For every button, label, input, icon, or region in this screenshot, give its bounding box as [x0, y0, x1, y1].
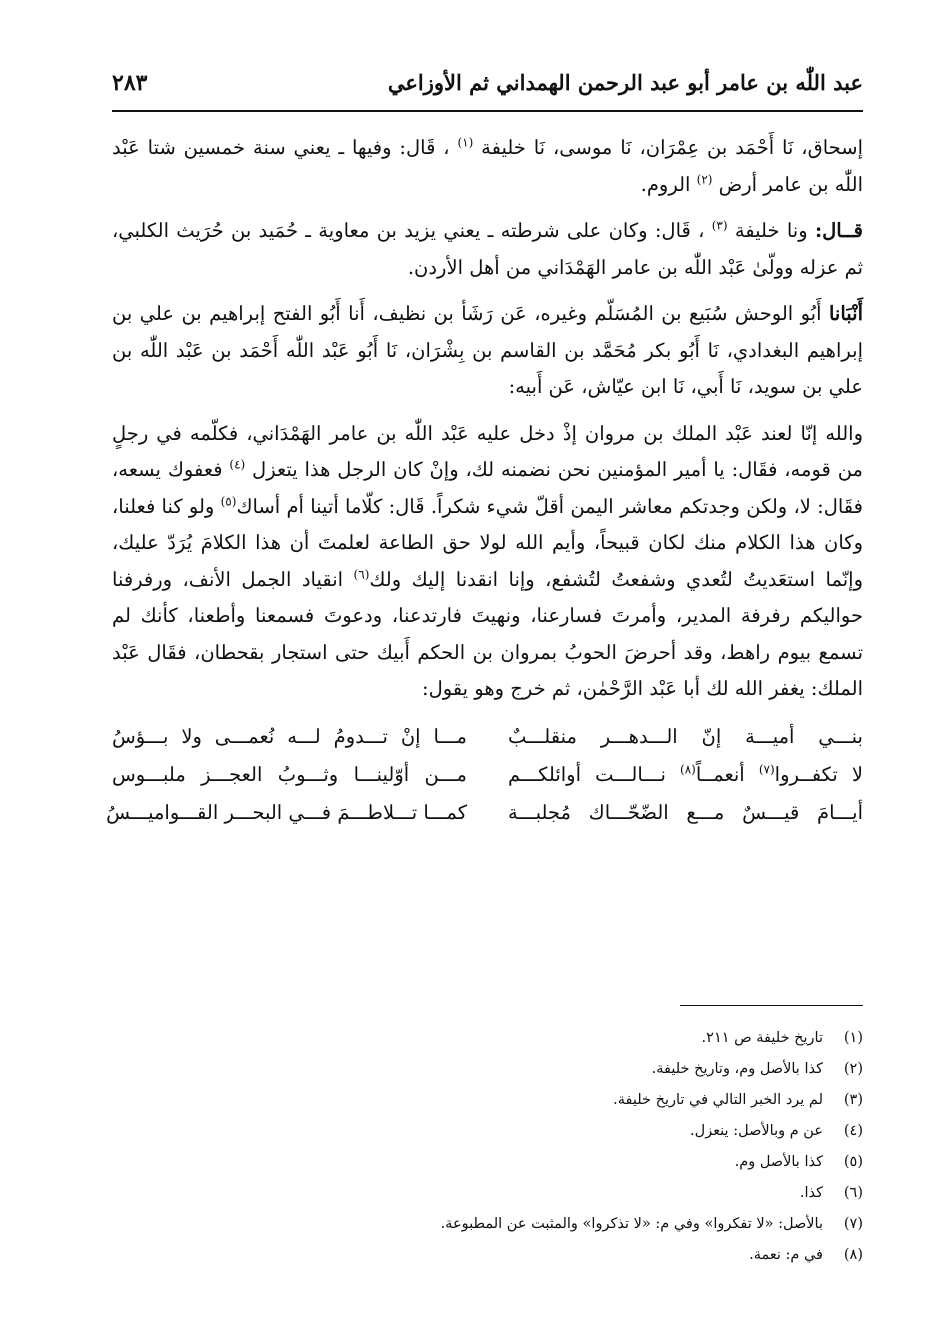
footnote-number: (٧) [843, 1216, 863, 1232]
poem-verse [112, 718, 863, 756]
second-hemistich: كمـــا تـــلاطـــمَ فـــي البحـــر القـــواميـــسُ [106, 800, 467, 824]
paragraph: إسحاق، نَا أَحْمَد بن عِمْرَان، نَا موسى، نَا خليفة $^{(١)}$ ، قَال: وفيها ـ يعني سنة خمسين شتا عَبْد اللّٰه بن عامر أرض $^{(٢)}$ الروم. [112, 135, 863, 196]
footnote [112, 1209, 863, 1240]
paragraph-lead-word: أَنْبَانا [828, 302, 863, 325]
first-hemistich: بنـــي أميـــة إنّ الـــدهـــر منقلـــبٌ [508, 724, 863, 748]
main-text [106, 130, 864, 832]
footnote-number: (٤) [843, 1123, 863, 1139]
footnote-reference: (٥) [220, 494, 237, 508]
footnote-text: لم يرد الخبر التالي في تاريخ خليفة. [613, 1092, 823, 1108]
footnote [112, 1085, 863, 1116]
running-title: عبد اللّٰه بن عامر أبو عبد الرحمن الهمداني ثم الأوزاعي [387, 70, 863, 95]
footnote [112, 1023, 863, 1054]
footnote-reference: (٧) [758, 762, 775, 776]
footnote-number: (٢) [843, 1061, 863, 1077]
poem-verse [106, 794, 863, 832]
running-header [112, 66, 863, 112]
page-number: ٢٨٣ [112, 70, 148, 96]
second-hemistich: مـــن أوّلينـــا وثـــوبُ العجـــز ملبـــوس [112, 762, 467, 786]
footnote-text: كذا. [799, 1185, 823, 1201]
footnote-reference: (٣) [711, 218, 728, 233]
first-hemistich: لا تكفــروا$^{(٧)}$ أنعمــاً$^{(٨)}$ نـــالـــت أوائلكـــم [508, 762, 863, 786]
paragraph: قــال: ونا خليفة $^{(٣)}$ ، قَال: وكان على شرطته ـ يعني يزيد بن معاوية ـ حُمَيد بن حُرَيث الكلبي، ثم عزله وولّىٰ عَبْد اللّٰه بن عامر الهَمْدَاني من أهل الأردن. [112, 218, 863, 279]
footnote-reference: (٤) [229, 457, 246, 472]
footnote-text: عن م وبالأصل: ينعزل. [690, 1123, 823, 1139]
footnote-number: (٣) [843, 1092, 863, 1108]
footnote-text: تاريخ خليفة ص ٢١١. [701, 1030, 823, 1046]
footnote [112, 1147, 863, 1178]
footnote-number: (٦) [843, 1185, 863, 1201]
footnote-separator [680, 1005, 863, 1006]
footnote-number: (١) [843, 1030, 863, 1046]
footnote-reference: (٨) [680, 762, 696, 776]
second-hemistich: مـــا إنْ تـــدومُ لـــه نُعمـــى ولا بـــؤسُ [112, 724, 467, 748]
footnote-reference: (١) [457, 135, 474, 150]
poem-verse [112, 756, 863, 794]
footnote-text: بالأصل: «لا تفكروا» وفي م: «لا تذكروا» والمثبت عن المطبوعة. [440, 1216, 823, 1232]
footnote-text: كذا بالأصل وم، وتاريخ خليفة. [651, 1061, 823, 1077]
paragraph: أَنْبَانا أَبُو الوحش سُبَيع بن المُسَلّم وغيره، عَن رَشَأ بن نظيف، أَنا أَبُو الفتح إبراهيم بن علي بن إبراهيم البغدادي، نَا أَبُو بكر مُحَمَّد بن القاسم بن بِشْرَان، نَا أَبُو عَبْد اللّٰه أَحْمَد بن عَبْد اللّٰه بن علي بن سويد، نَا أَبي، نَا ابن عيّاش، عَن أَبيه: [112, 302, 863, 398]
footnote [112, 1178, 863, 1209]
footnote-reference: (٢) [696, 172, 713, 186]
footnote-reference: (٦) [353, 567, 370, 581]
footnote-number: (٨) [843, 1247, 863, 1263]
footnote [112, 1240, 863, 1271]
poem [106, 718, 863, 832]
paragraph-lead-word: قــال: [814, 219, 863, 242]
first-hemistich: أيـــامَ قيـــسٌ مـــع الضّحّـــاك مُجلبـــة [508, 800, 863, 824]
footnote [112, 1054, 863, 1085]
footnotes [112, 1023, 863, 1271]
footnote-text: كذا بالأصل وم. [734, 1154, 823, 1170]
paragraph: والله إنّا لعند عَبْد الملك بن مروان إذْ دخل عليه عَبْد اللّٰه بن عامر الهَمْدَاني، فكلّمه في رجلٍ من قومه، فقَال: يا أمير المؤمنين نحن نضمنه لك، وإنْ كان الرجل هذا يتعزل $^{(٤)}$ فعفوك يسعه، فقَال: لا، ولكن وجدتكم معاشر اليمن أقلّ شيء شكراً. قَال: كلّاما أتينا أم أساك$^{(٥)}$ ولو كنا فعلنا، وكان هذا الكلام منك لكان قبيحاً، وأيم الله لولا حق الطاعة لعلمتَ أن هذا الكلامَ يُرَدّ عليك، وإنّما استعَديتُ لتُعدي وشفعتُ لتُشفع، وإنا انقدنا إليك ولك$^{(٦)}$ انقياد الجمل الأنف، ورفرفنا حواليكم رفرفة المدير، وأمرتَ فسارعنا، ونهيتَ فارتدعنا، ودعوتَ فسمعنا وأطعنا، كأنك لم تسمع بيوم راهط، وقد أحرضَ الحوبُ بمروان بن الحكم أَبيك حتى استجار بقحطان، فقَال عَبْد الملك: يغفر الله لك أبا عَبْد الرَّحْمٰن، ثم خرج وهو يقول: [112, 421, 864, 700]
footnote [112, 1116, 863, 1147]
footnote-text: في م: نعمة. [749, 1247, 823, 1263]
footnote-number: (٥) [843, 1154, 863, 1170]
